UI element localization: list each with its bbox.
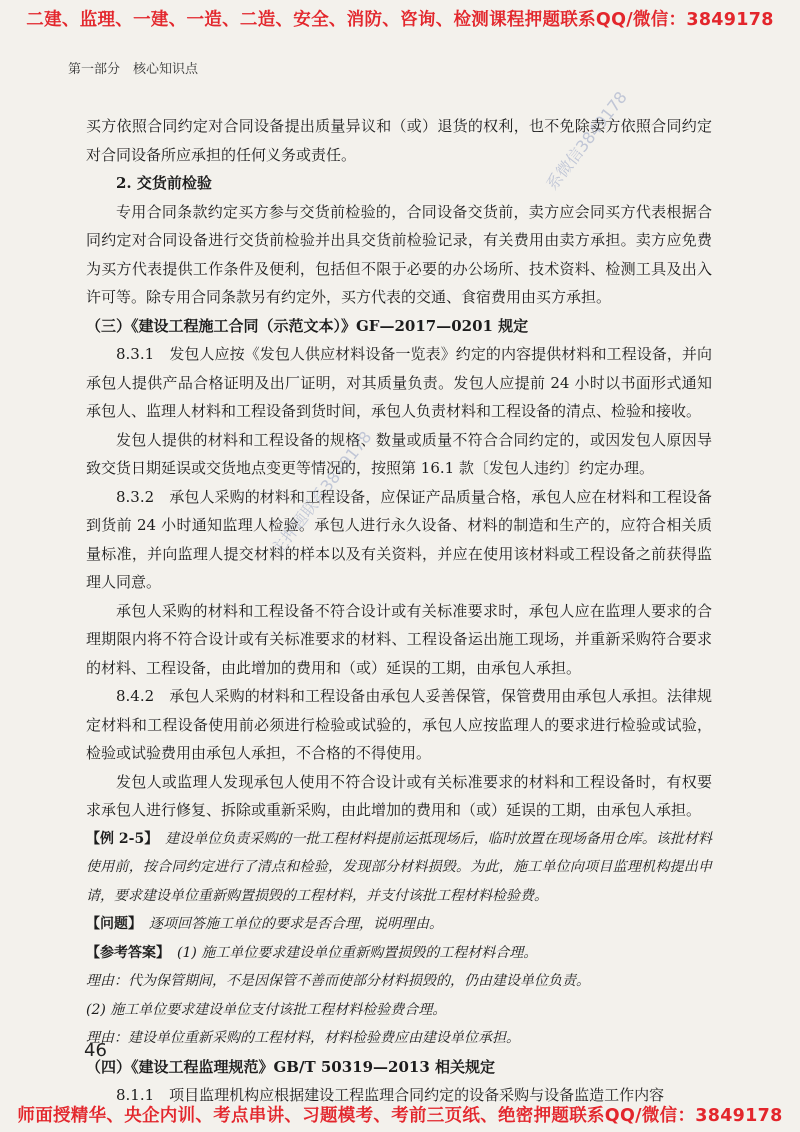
- running-head: 第一部分 核心知识点: [68, 62, 199, 77]
- answer-text: (2) 施工单位要求建设单位支付该批工程材料检验费合理。: [86, 1001, 447, 1018]
- example-text: 建设单位负责采购的一批工程材料提前运抵现场后，临时放置在现场备用仓库。该批材料使用前，按合同约定进行了清点和检验，发现部分材料损毁。为此，施工单位向项目监理机构提出申请，要求建设单位重新购置损毁的工程材料，并支付该批工程材料检验费。: [86, 830, 712, 904]
- question-text: 逐项回答施工单位的要求是否合理，说明理由。: [135, 916, 443, 932]
- page-number: 46: [84, 1040, 107, 1061]
- watermark: 主押题联系3849178: [267, 427, 376, 559]
- example-tag: 【例 2-5】: [86, 830, 152, 847]
- question-block: [86, 910, 712, 939]
- section-heading: （三）《建设工程施工合同（示范文本）》GF—2017—0201 规定: [86, 316, 529, 335]
- example-block: [86, 825, 712, 911]
- section-heading: （四）《建设工程监理规范》GB/T 50319—2013 相关规定: [86, 1057, 496, 1076]
- paragraph: 8.4.2 承包人采购的材料和工程设备由承包人妥善保管，保管费用由承包人承担。法律规定材料和工程设备使用前必须进行检验或试验的，承包人应按监理人的要求进行检验或试验，检验或试验费用由承包人承担，不合格的不得使用。: [86, 687, 712, 762]
- top-banner: 二建、监理、一建、一造、二造、安全、消防、咨询、检测课程押题联系QQ/微信：3849178: [26, 10, 774, 30]
- paragraph: 8.3.2 承包人采购的材料和工程设备，应保证产品质量合格，承包人应在材料和工程设备到货前 24 小时通知监理人检验。承包人进行永久设备、材料的制造和生产的，应符合相关质量标准，并向监理人提交材料的样本以及有关资料，并应在使用该材料或工程设备之前获得监理人同意。: [86, 487, 712, 591]
- paragraph: 买方依照合同约定对合同设备提出质量异议和（或）退货的权利，也不免除卖方依照合同约定对合同设备所应承担的任何义务或责任。: [86, 117, 712, 164]
- bottom-banner: 师面授精华、央企内训、考点串讲、习题模考、考前三页纸、绝密押题联系QQ/微信：3849178: [17, 1106, 783, 1126]
- paragraph: 承包人采购的材料和工程设备不符合设计或有关标准要求时，承包人应在监理人要求的合理期限内将不符合设计或有关标准要求的材料、工程设备运出施工现场，并重新采购符合要求的材料、工程设备，由此增加的费用和（或）延误的工期，由承包人承担。: [86, 601, 712, 677]
- answer-tag: 【参考答案】: [86, 944, 163, 961]
- reason-text: 理由：建设单位重新采购的工程材料，材料检验费应由建设单位承担。: [86, 1030, 520, 1046]
- watermark: 系微信3849178: [542, 87, 631, 194]
- paragraph: 8.1.1 项目监理机构应根据建设工程监理合同约定的设备采购与设备监造工作内容: [116, 1086, 665, 1104]
- paragraph: 8.3.1 发包人应按《发包人供应材料设备一览表》约定的内容提供材料和工程设备，并向承包人提供产品合格证明及出厂证明，对其质量负责。发包人应提前 24 小时以书面形式通知承包人、监理人材料和工程设备到货时间，承包人负责材料和工程设备的清点、检验和接收。: [86, 345, 712, 420]
- paragraph: 专用合同条款约定买方参与交货前检验的，合同设备交货前，卖方应会同买方代表根据合同约定对合同设备进行交货前检验并出具交货前检验记录，有关费用由卖方承担。卖方应免费为买方代表提供工作条件及便利，包括但不限于必要的办公场所、技术资料、检测工具及出入许可等。除专用合同条款另有约定外，买方代表的交通、食宿费用由买方承担。: [86, 202, 712, 306]
- paragraph: 发包人提供的材料和工程设备的规格、数量或质量不符合合同约定的，或因发包人原因导致交货日期延误或交货地点变更等情况的，按照第 16.1 款〔发包人违约〕约定办理。: [86, 430, 712, 477]
- reason-text: 理由：代为保管期间，不是因保管不善而使部分材料损毁的，仍由建设单位负责。: [86, 973, 590, 989]
- page-body: [86, 112, 712, 1110]
- section-heading: 2. 交货前检验: [116, 174, 212, 192]
- answer-text: (1) 施工单位要求建设单位重新购置损毁的工程材料合理。: [163, 944, 538, 961]
- question-tag: 【问题】: [86, 916, 135, 932]
- answer-block: [86, 939, 712, 968]
- paragraph: 发包人或监理人发现承包人使用不符合设计或有关标准要求的材料和工程设备时，有权要求承包人进行修复、拆除或重新采购，由此增加的费用和（或）延误的工期，由承包人承担。: [86, 772, 712, 819]
